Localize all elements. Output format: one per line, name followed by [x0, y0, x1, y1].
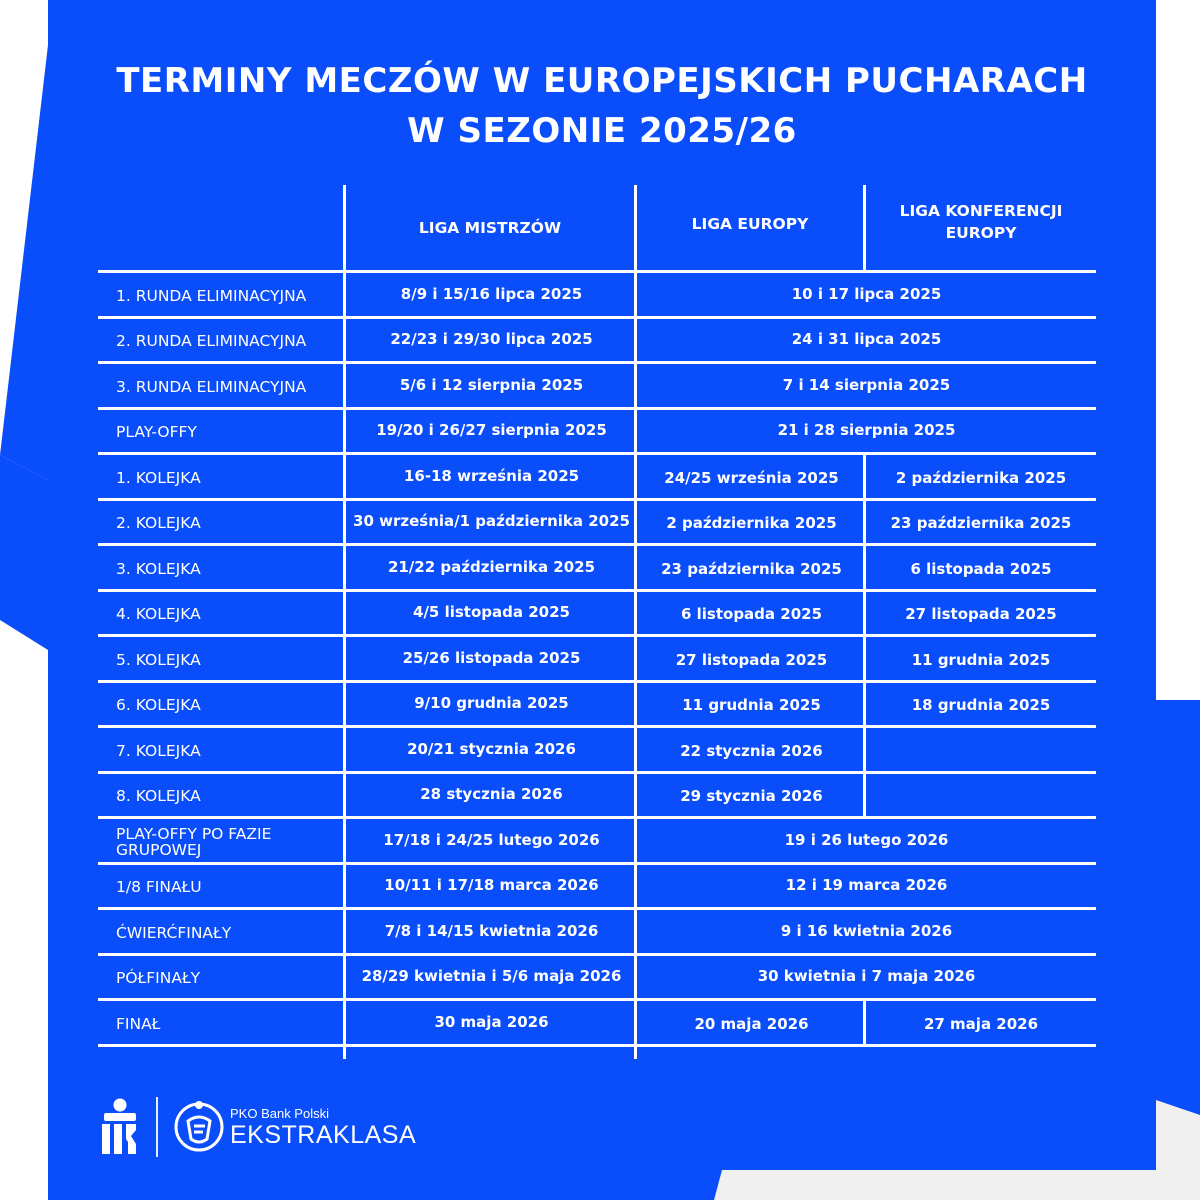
row-label: 7. KOLEJKA: [116, 741, 201, 760]
row-divider: [98, 361, 1096, 364]
cell-le-lke-merged: 9 i 16 kwietnia 2026: [780, 921, 953, 940]
table-row: [98, 682, 1096, 727]
table-row: [98, 864, 1096, 909]
row-divider: [98, 543, 1096, 546]
cell-liga-mistrzow: 30 maja 2026: [434, 1012, 549, 1031]
cell-liga-konferencji: 6 listopada 2025: [910, 559, 1052, 578]
column-divider: [863, 999, 866, 1047]
cell-liga-mistrzow: 19/20 i 26/27 sierpnia 2025: [376, 420, 607, 439]
title-line-1: TERMINY MECZÓW W EUROPEJSKICH PUCHARACH: [116, 61, 1088, 101]
row-divider: [98, 725, 1096, 728]
table-row: [98, 955, 1096, 1000]
row-divider: [98, 270, 1096, 273]
cell-liga-mistrzow: 4/5 listopada 2025: [413, 602, 570, 621]
row-divider: [98, 452, 1096, 455]
left-decoration: [0, 0, 60, 1200]
pko-logo: [98, 1096, 142, 1158]
cell-liga-mistrzow: 5/6 i 12 sierpnia 2025: [399, 375, 584, 394]
column-divider: [863, 589, 866, 637]
table-row: [98, 1001, 1096, 1046]
column-divider: [863, 680, 866, 728]
column-divider: [863, 185, 866, 273]
row-divider: [98, 634, 1096, 637]
column-divider: [634, 185, 637, 1059]
table-row: [98, 273, 1096, 318]
footer-divider: [156, 1097, 158, 1157]
cell-liga-europy: 20 maja 2026: [694, 1014, 809, 1033]
row-label: 6. KOLEJKA: [116, 695, 201, 714]
table-row: [98, 773, 1096, 818]
row-divider: [98, 771, 1096, 774]
cell-liga-europy: 29 stycznia 2026: [680, 786, 823, 805]
row-divider: [98, 816, 1096, 819]
ekstraklasa-wordmark: [230, 1106, 416, 1149]
row-divider: [98, 498, 1096, 501]
cell-liga-europy: 6 listopada 2025: [680, 604, 823, 623]
table-row: [98, 500, 1096, 545]
cell-liga-mistrzow: 17/18 i 24/25 lutego 2026: [383, 830, 600, 849]
row-label: 5. KOLEJKA: [116, 650, 201, 669]
ekstraklasa-badge-icon: [174, 1099, 224, 1155]
header-liga-mistrzow: LIGA MISTRZÓW: [418, 219, 562, 237]
cell-liga-konferencji: 18 grudnia 2025: [911, 695, 1051, 714]
cell-liga-mistrzow: 25/26 listopada 2025: [402, 648, 581, 667]
row-label: PLAY-OFFY PO FAZIE GRUPOWEJ: [116, 824, 272, 859]
row-label: 8. KOLEJKA: [116, 786, 201, 805]
cell-liga-mistrzow: 20/21 stycznia 2026: [407, 739, 576, 758]
row-label: 3. RUNDA ELIMINACYJNA: [116, 377, 307, 396]
cell-liga-konferencji: 23 października 2025: [890, 513, 1072, 532]
cell-liga-mistrzow: 7/8 i 14/15 kwietnia 2026: [384, 921, 599, 940]
cell-liga-mistrzow: 30 września/1 października 2025: [353, 511, 630, 530]
right-decoration: [1150, 0, 1200, 1200]
cell-liga-mistrzow: 8/9 i 15/16 lipca 2025: [400, 284, 583, 303]
row-label: 1/8 FINAŁU: [116, 877, 202, 896]
cell-liga-europy: 24/25 września 2025: [664, 468, 839, 487]
page-title: [48, 56, 1156, 156]
row-label: 1. KOLEJKA: [116, 468, 201, 487]
row-divider: [98, 907, 1096, 910]
table-row: [98, 318, 1096, 363]
column-divider: [863, 498, 866, 546]
cell-liga-europy: 11 grudnia 2025: [682, 695, 821, 714]
cell-le-lke-merged: 12 i 19 marca 2026: [785, 875, 948, 894]
row-label: PLAY-OFFY: [116, 422, 197, 441]
row-label: 4. KOLEJKA: [116, 604, 201, 623]
column-divider: [863, 726, 866, 774]
row-divider: [98, 589, 1096, 592]
cell-le-lke-merged: 10 i 17 lipca 2025: [791, 284, 942, 303]
table-row: [98, 637, 1096, 682]
cell-liga-europy: 23 października 2025: [661, 559, 842, 578]
bottom-decoration: [700, 1170, 1156, 1200]
row-divider: [98, 407, 1096, 410]
cell-liga-mistrzow: 28 stycznia 2026: [420, 784, 563, 803]
row-label: 1. RUNDA ELIMINACYJNA: [116, 286, 307, 305]
cell-liga-europy: 2 października 2025: [666, 513, 837, 532]
column-divider: [343, 185, 346, 1059]
column-divider: [863, 544, 866, 592]
header-liga-konferencji: [866, 179, 1096, 265]
cell-liga-europy: 27 listopada 2025: [675, 650, 828, 669]
row-label: 2. KOLEJKA: [116, 513, 201, 532]
cell-liga-konferencji: 27 maja 2026: [923, 1014, 1039, 1033]
row-divider: [98, 680, 1096, 683]
ekstraklasa-name: EKSTRAKLASA: [230, 1120, 417, 1149]
cell-le-lke-merged: 7 i 14 sierpnia 2025: [782, 375, 951, 394]
cell-liga-mistrzow: 10/11 i 17/18 marca 2026: [384, 875, 599, 894]
row-label: PÓŁFINAŁY: [116, 968, 201, 987]
schedule-table: [98, 185, 1096, 1059]
row-label: FINAŁ: [116, 1014, 161, 1033]
footer-logos: [98, 1092, 416, 1162]
header-liga-konferencji-line2: EUROPY: [945, 224, 1017, 242]
cell-le-lke-merged: 19 i 26 lutego 2026: [784, 830, 949, 849]
cell-liga-mistrzow: 16-18 września 2025: [403, 466, 580, 485]
title-line-2: W SEZONIE 2025/26: [407, 111, 797, 151]
row-label: 2. RUNDA ELIMINACYJNA: [116, 331, 307, 350]
row-label: 3. KOLEJKA: [116, 559, 201, 578]
cell-le-lke-merged: 21 i 28 sierpnia 2025: [777, 420, 956, 439]
cell-liga-konferencji: [866, 773, 1096, 818]
cell-liga-europy: 22 stycznia 2026: [680, 741, 823, 760]
cell-liga-mistrzow: 21/22 października 2025: [387, 557, 596, 576]
table-row: [98, 546, 1096, 591]
cell-liga-mistrzow: 9/10 grudnia 2025: [414, 693, 569, 712]
cell-liga-konferencji: 11 grudnia 2025: [911, 650, 1051, 669]
column-divider: [863, 771, 866, 819]
cell-le-lke-merged: 30 kwietnia i 7 maja 2026: [757, 966, 976, 985]
cell-liga-konferencji: 2 października 2025: [895, 468, 1067, 487]
cell-le-lke-merged: 24 i 31 lipca 2025: [791, 329, 942, 348]
row-divider: [98, 316, 1096, 319]
row-divider: [98, 953, 1096, 956]
table-row: [98, 364, 1096, 409]
column-divider: [863, 453, 866, 501]
header-liga-europy: LIGA EUROPY: [691, 215, 809, 233]
table-row: [98, 455, 1096, 500]
column-divider: [863, 635, 866, 683]
header-liga-konferencji-line1: LIGA KONFERENCJI: [899, 202, 1063, 220]
row-divider: [98, 862, 1096, 865]
table-row: [98, 728, 1096, 773]
svg-text:PKO: PKO: [120, 1131, 123, 1132]
cell-liga-konferencji: 27 listopada 2025: [905, 604, 1057, 623]
cell-liga-konferencji: [866, 728, 1096, 773]
table-row: [98, 910, 1096, 955]
cell-liga-mistrzow: 22/23 i 29/30 lipca 2025: [390, 329, 593, 348]
ekstraklasa-sponsor: PKO Bank Polski: [230, 1105, 329, 1121]
cell-liga-mistrzow: 28/29 kwietnia i 5/6 maja 2026: [361, 966, 622, 985]
row-divider: [98, 1044, 1096, 1047]
table-row: [98, 819, 1096, 864]
row-divider: [98, 998, 1096, 1001]
row-label: ĆWIERĆFINAŁY: [116, 923, 232, 942]
table-row: [98, 591, 1096, 636]
table-row: [98, 409, 1096, 454]
